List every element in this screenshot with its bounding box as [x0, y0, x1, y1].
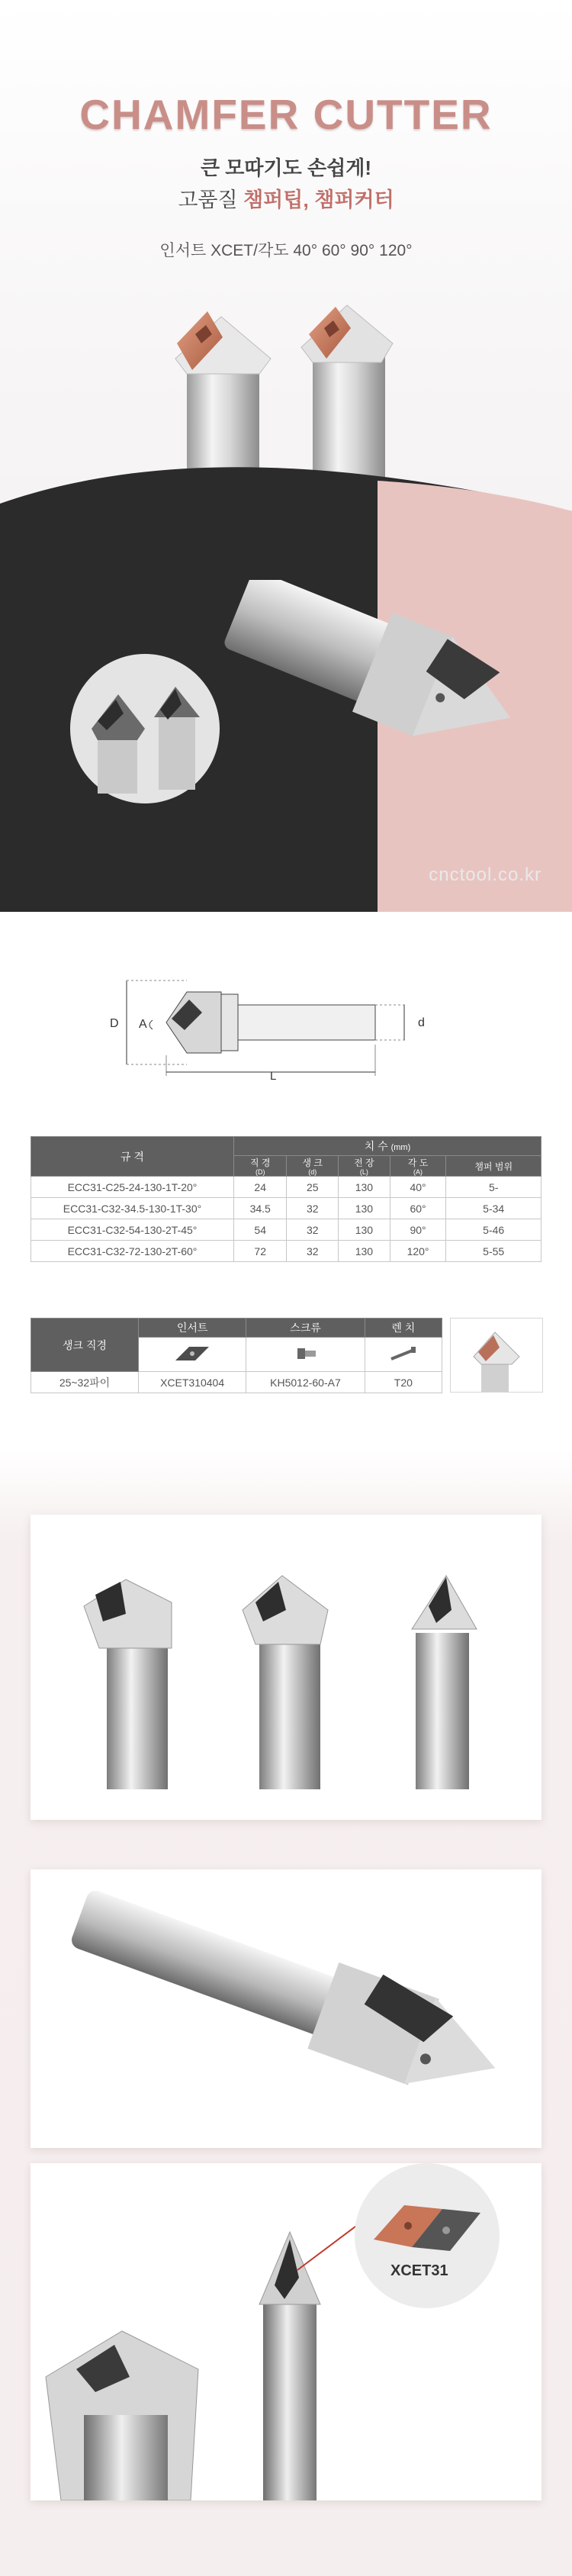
spec-subheader-1	[287, 1156, 339, 1177]
table-row	[31, 1177, 541, 1198]
spec-subheader-label: 챔퍼 범위	[474, 1161, 513, 1172]
spec-cell-value: 5-46	[446, 1219, 541, 1241]
insert-model-label: XCET31	[390, 2262, 448, 2279]
spec-cell-value: 25	[287, 1177, 339, 1198]
hero-spec-text: 인서트 XCET/각도 40° 60° 90° 120°	[159, 242, 413, 259]
screw-part-image	[246, 1338, 365, 1372]
spec-cell-value: 130	[339, 1219, 390, 1241]
spec-cell-model: ECC31-C32-54-130-2T-45°	[31, 1219, 234, 1241]
angled-cutter-closeup-image	[31, 1869, 541, 2148]
hero-section	[0, 0, 572, 912]
spec-subheader-symbol: (L)	[359, 1168, 368, 1176]
spec-cell-value: 5-55	[446, 1241, 541, 1262]
gallery-card-angled-cutter	[31, 1869, 541, 2148]
insert-part-image	[139, 1338, 246, 1372]
insert-icon	[169, 1342, 215, 1365]
parts-table	[31, 1318, 442, 1393]
dimension-diagram	[99, 965, 458, 1080]
brand-watermark: cnctool.co.kr	[429, 865, 541, 885]
spec-header-dimension-label: 치 수	[364, 1140, 388, 1152]
cutter-lineup-image	[31, 1515, 541, 1820]
spec-header-model: 규 격	[31, 1137, 234, 1177]
table-row	[31, 1198, 541, 1219]
parts-value-wrench: T20	[365, 1372, 442, 1393]
spec-subheader-2	[339, 1156, 390, 1177]
parts-value-screw: KH5012-60-A7	[246, 1372, 365, 1393]
spec-subheader-0	[234, 1156, 287, 1177]
spec-cell-value: 130	[339, 1198, 390, 1219]
spec-subheader-label: 각 도	[407, 1158, 429, 1168]
spec-cell-value: 34.5	[234, 1198, 287, 1219]
diagram-label-d: d	[418, 1016, 425, 1029]
spec-subheader-4	[446, 1156, 541, 1177]
screw-icon	[282, 1342, 328, 1365]
spec-cell-value: 60°	[390, 1198, 446, 1219]
spec-cell-value: 24	[234, 1177, 287, 1198]
diagram-label-A: A	[139, 1018, 147, 1031]
spec-subheader-3	[390, 1156, 446, 1177]
gallery-card-cutter-lineup	[31, 1515, 541, 1820]
diagram-label-L: L	[270, 1070, 277, 1080]
spec-cell-value: 54	[234, 1219, 287, 1241]
hero-inset-circle	[69, 652, 221, 805]
spec-cell-model: ECC31-C25-24-130-1T-20°	[31, 1177, 234, 1198]
spec-cell-value: 130	[339, 1241, 390, 1262]
hero-subheadline	[0, 183, 572, 213]
page-title: CHAMFER CUTTER	[79, 91, 493, 138]
table-row	[31, 1219, 541, 1241]
angled-cutter-image	[214, 580, 534, 778]
parts-value-insert: XCET310404	[139, 1372, 246, 1393]
spec-header-dimension	[234, 1137, 541, 1156]
spec-subheader-label: 생 크	[302, 1158, 323, 1168]
hero-headline: 큰 모따기도 손쉽게!	[200, 156, 372, 179]
parts-header-screw: 스크류	[246, 1319, 365, 1338]
spec-subheader-label: 전 장	[354, 1158, 374, 1168]
spec-subheader-symbol: (A)	[413, 1168, 423, 1176]
parts-header-insert: 인서트	[139, 1319, 246, 1338]
spec-table	[31, 1136, 541, 1262]
insert-detail-image	[31, 2163, 541, 2500]
spec-table-body	[31, 1177, 541, 1262]
diagram-label-D: D	[110, 1017, 119, 1030]
spec-cell-value: 32	[287, 1198, 339, 1219]
spec-subheader-symbol: (D)	[255, 1168, 265, 1176]
spec-cell-value: 40°	[390, 1177, 446, 1198]
spec-cell-model: ECC31-C32-34.5-130-1T-30°	[31, 1198, 234, 1219]
spec-cell-value: 90°	[390, 1219, 446, 1241]
parts-value-shank: 25~32파이	[31, 1372, 139, 1393]
gallery-card-insert-detail	[31, 2163, 541, 2500]
spec-cell-value: 130	[339, 1177, 390, 1198]
table-row	[31, 1241, 541, 1262]
parts-header-wrench: 렌 치	[365, 1319, 442, 1338]
spec-cell-value: 32	[287, 1219, 339, 1241]
cutter-thumbnail-image	[450, 1318, 543, 1393]
wrench-part-image	[365, 1338, 442, 1372]
spec-subheader-label: 직 경	[249, 1158, 271, 1168]
spec-header-unit: (mm)	[390, 1143, 411, 1152]
spec-cell-model: ECC31-C32-72-130-2T-60°	[31, 1241, 234, 1262]
hero-subheadline-highlight: 챔퍼팁, 챔퍼커터	[243, 188, 394, 211]
spec-cell-value: 72	[234, 1241, 287, 1262]
spec-cell-value: 5-	[446, 1177, 541, 1198]
parts-header-shank: 생크 직경	[31, 1319, 139, 1372]
hero-subheadline-prefix: 고품질	[178, 188, 244, 211]
wrench-icon	[381, 1342, 426, 1365]
spec-cell-value: 32	[287, 1241, 339, 1262]
spec-subheader-symbol: (d)	[308, 1168, 317, 1176]
spec-cell-value: 120°	[390, 1241, 446, 1262]
spec-cell-value: 5-34	[446, 1198, 541, 1219]
